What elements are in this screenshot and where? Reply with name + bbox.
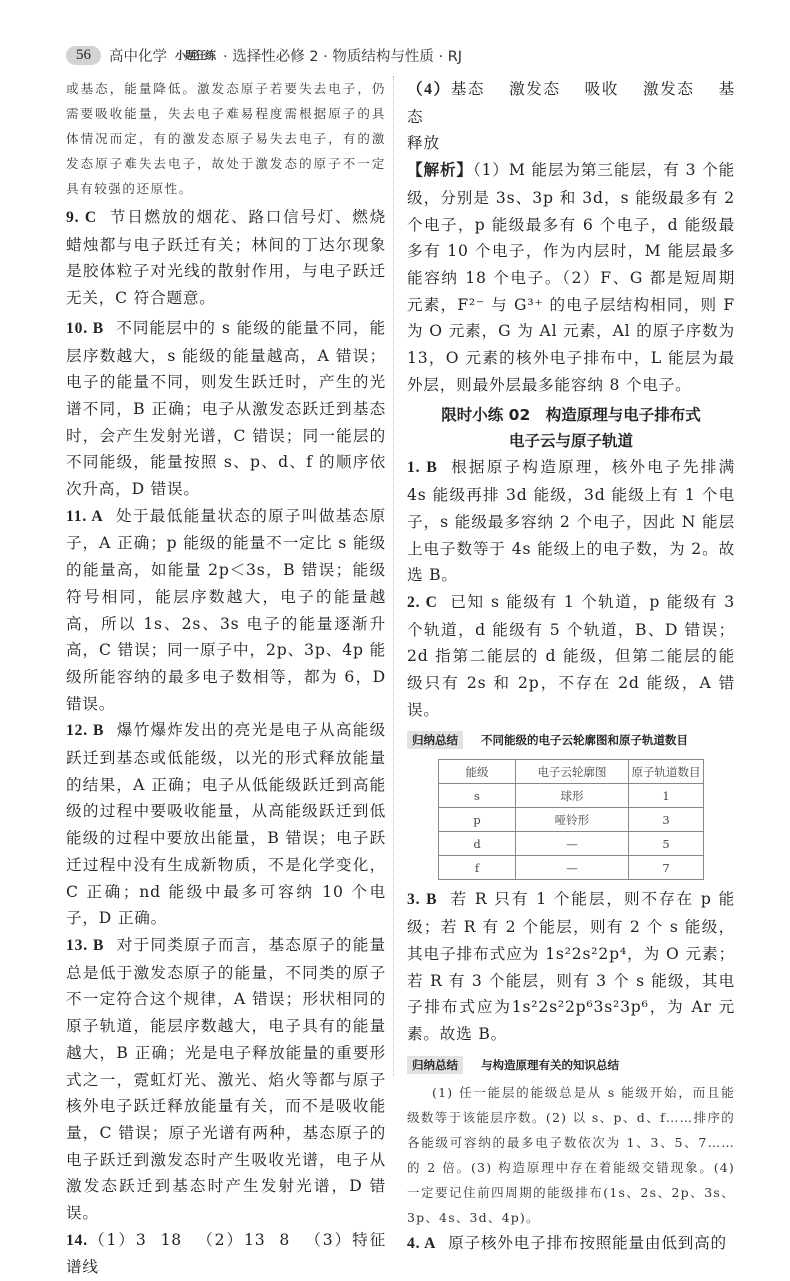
continuation-text: 或基态，能量降低。激发态原子若要失去电子，仍需要吸收能量，失去电子难易程度需根据原子的具体情况而定，有的激发态原子易失去电子，有的激发态原子难失去电子，故处于激发态的原子不一定具有较强的还原性。 bbox=[66, 81, 386, 196]
answer-label: 1. B bbox=[407, 459, 438, 477]
summary-heading-2 bbox=[407, 1054, 735, 1076]
answer-4 bbox=[407, 1230, 735, 1258]
table-cell: 哑铃形 bbox=[516, 808, 629, 832]
summary-tag: 归纳总结 bbox=[407, 731, 463, 749]
answer-part: 释放 bbox=[407, 134, 440, 153]
answer-text: 爆竹爆炸发出的亮光是电子从高能级跃迁到基态或低能级，以光的形式释放能量的结果，A 正确；电子从低能级跃迁到高能级的过程中要吸收能量，从高能级跃迁到低能级的过程中要放出能量，B 错误；电子跃迁过程中没有生成新物质，不是化学变化，C 正确；nd 能级中最多可容纳 10 个电子，D 正确。 bbox=[66, 721, 386, 928]
summary-tag: 归纳总结 bbox=[407, 1056, 463, 1074]
page-header bbox=[66, 44, 462, 66]
right-column bbox=[407, 76, 735, 1257]
answer-11 bbox=[66, 503, 386, 718]
analysis-text: （1）M 能层为第三能层，有 3 个能级，分别是 3s、3p 和 3d，s 能级最多有 2 个电子，p 能级最多有 6 个电子，d 能级最多有 10 个电子，作为内层时，M 能层最多能容纳 18 个电子。（2）F、G 都是短周期元素，F²⁻ 与 G³⁺ 的电子层结构相同，则 F 为 O 元素，G 为 Al 元素，Al 的原子序数为 13，O 元素的核外电子排布中，L 能层为最外层，则最外层最多能容纳 8 个电子。 bbox=[407, 161, 735, 394]
orbital-table bbox=[438, 759, 704, 880]
answer-part: （3）特征谱线 bbox=[66, 1230, 386, 1277]
answer-label: 11. A bbox=[66, 507, 104, 525]
answer-label: 12. B bbox=[66, 722, 105, 740]
summary-title: 不同能级的电子云轮廓图和原子轨道数目 bbox=[481, 733, 688, 748]
answer-9 bbox=[66, 204, 386, 312]
answer-part: 基态 bbox=[450, 80, 486, 98]
table-row bbox=[439, 832, 704, 856]
answer-1 bbox=[407, 454, 735, 589]
answer-part: 18 bbox=[160, 1230, 183, 1249]
table-cell: 1 bbox=[629, 784, 704, 808]
answer-label: （4） bbox=[407, 81, 451, 98]
page-number: 56 bbox=[66, 46, 101, 65]
subject-title: 高中化学 bbox=[109, 48, 167, 65]
table-cell: p bbox=[439, 808, 516, 832]
table-cell: 5 bbox=[629, 832, 704, 856]
table-cell: f bbox=[439, 856, 516, 880]
book-title: · 选择性必修 2 · 物质结构与性质 · RJ bbox=[223, 48, 463, 65]
answer-part: （1）3 bbox=[87, 1230, 147, 1249]
summary-heading-1 bbox=[407, 729, 735, 751]
answer-part: 吸收 bbox=[584, 80, 620, 98]
column-divider bbox=[393, 76, 394, 1076]
answer-12 bbox=[66, 717, 386, 932]
answer-text: 不同能层中的 s 能级的能量不同，能层序数越大，s 能级的能量越高，A 错误；电子的能量不同，则发生跃迁时，产生的光谱不同，B 正确；电子从激发态跃迁到基态时，会产生发射光谱，C 错误；同一能层的不同能级，能量按照 s、p、d、f 的顺序依次升高，D 错误。 bbox=[66, 318, 386, 499]
answer-part: （2）13 bbox=[196, 1230, 266, 1249]
table-header-row bbox=[439, 760, 704, 784]
table-row bbox=[439, 808, 704, 832]
answer-label: 10. B bbox=[66, 319, 105, 337]
table-header: 电子云轮廓图 bbox=[516, 760, 629, 784]
answer-2 bbox=[407, 589, 735, 724]
answer-text: 原子核外电子排布按照能量由低到高的 bbox=[448, 1233, 727, 1252]
table-cell: 7 bbox=[629, 856, 704, 880]
answer-part: 激发态 bbox=[643, 80, 695, 98]
table-row bbox=[439, 784, 704, 808]
answer-text: 若 R 只有 1 个能层，则不存在 p 能级；若 R 有 2 个能层，则有 2 个 s 能级，其电子排布式应为 1s²2s²2p⁴，为 O 元素；若 R 有 3 个能层，则有 3 个 s 能级，其电子排布式应为1s²2s²2p⁶3s²3p⁶，为 Ar 元素。故选 B。 bbox=[407, 890, 735, 1043]
table-header: 原子轨道数目 bbox=[629, 760, 704, 784]
answer-label: 13. B bbox=[66, 936, 105, 954]
table-cell: s bbox=[439, 784, 516, 808]
table-cell: — bbox=[516, 856, 629, 880]
answer-text: 处于最低能量状态的原子叫做基态原子，A 正确；p 能级的能量不一定比 s 能级的能量高，如能量 2p＜3s，B 错误；能级符号相同，能层序数越大，电子的能量越高，所以 1s、2s、3s 电子的能量逐渐升高，C 错误；同一原子中，2p、3p、4p 能级所能容纳的最多电子数相等，都为 6，D 错误。 bbox=[66, 506, 386, 713]
summary-title: 与构造原理有关的知识总结 bbox=[481, 1057, 619, 1072]
answer-part: 基态 bbox=[407, 80, 735, 126]
answer-14-part-4 bbox=[407, 76, 735, 157]
answer-3 bbox=[407, 886, 735, 1047]
answer-label: 3. B bbox=[407, 891, 438, 909]
left-column bbox=[66, 76, 386, 1281]
analysis bbox=[407, 157, 735, 398]
answer-label: 14. bbox=[66, 1231, 88, 1249]
answer-part: 激发态 bbox=[509, 80, 561, 98]
brand-logo: 小题狂练 bbox=[175, 49, 215, 62]
table-cell: 3 bbox=[629, 808, 704, 832]
answer-14 bbox=[66, 1227, 386, 1281]
answer-part: 8 bbox=[279, 1230, 291, 1249]
table-row bbox=[439, 856, 704, 880]
table-cell: d bbox=[439, 832, 516, 856]
answer-13 bbox=[66, 932, 386, 1227]
answer-label: 4. A bbox=[407, 1234, 437, 1252]
table-cell: 球形 bbox=[516, 784, 629, 808]
answer-text: 根据原子构造原理，核外电子先排满 4s 能级再排 3d 能级，3d 能级上有 1 个电子，s 能级最多容纳 2 个电子，因此 N 能层上电子数等于 4s 能级上的电子数，为 2。故选 B。 bbox=[407, 458, 735, 585]
analysis-label: 【解析】 bbox=[407, 162, 473, 180]
section-title-2: 电子云与原子轨道 bbox=[508, 432, 633, 451]
section-title-1: 限时小练 02 构造原理与电子排布式 bbox=[441, 406, 701, 425]
answer-text: 节日燃放的烟花、路口信号灯、燃烧蜡烛都与电子跃迁有关；林间的丁达尔现象是胶体粒子对光线的散射作用，与电子跃迁无关，C 符合题意。 bbox=[66, 208, 386, 308]
answer-text: 已知 s 能级有 1 个轨道，p 能级有 3 个轨道，d 能级有 5 个轨道，B、D 错误；2d 指第二能层的 d 能级，但第二能层的能级只有 2s 和 2p，不存在 2d 能级，A 错误。 bbox=[407, 592, 736, 719]
answer-label: 9. C bbox=[66, 209, 97, 226]
summary-text: (1) 任一能层的能级总是从 s 能级开始，而且能级数等于该能层序数。(2) 以 s、p、d、f……排序的各能级可容纳的最多电子数依次为 1、3、5、7……的 2 倍。(3) 构造原理中存在着能级交错现象。(4) 一定要记住前四周期的能级排布(1s、2s、2p、3s、3p、4s、3d、4p)。 bbox=[407, 1084, 735, 1225]
table-header: 能级 bbox=[439, 760, 516, 784]
table-cell: — bbox=[516, 832, 629, 856]
answer-text: 对于同类原子而言，基态原子的能量总是低于激发态原子的能量，不同类的原子不一定符合这个规律，A 错误；形状相同的原子轨道，能层序数越大，电子具有的能量越大，B 正确；光是电子释放能量的重要形式之一，霓虹灯光、激光、焰火等都与原子核外电子跃迁释放能量有关，而不是吸收能量，C 错误；原子光谱有两种，基态原子的电子跃迁到激发态时产生吸收光谱，电子从激发态跃迁到基态时产生发射光谱，D 错误。 bbox=[66, 935, 386, 1223]
answer-label: 2. C bbox=[407, 593, 438, 611]
answer-10 bbox=[66, 315, 386, 503]
